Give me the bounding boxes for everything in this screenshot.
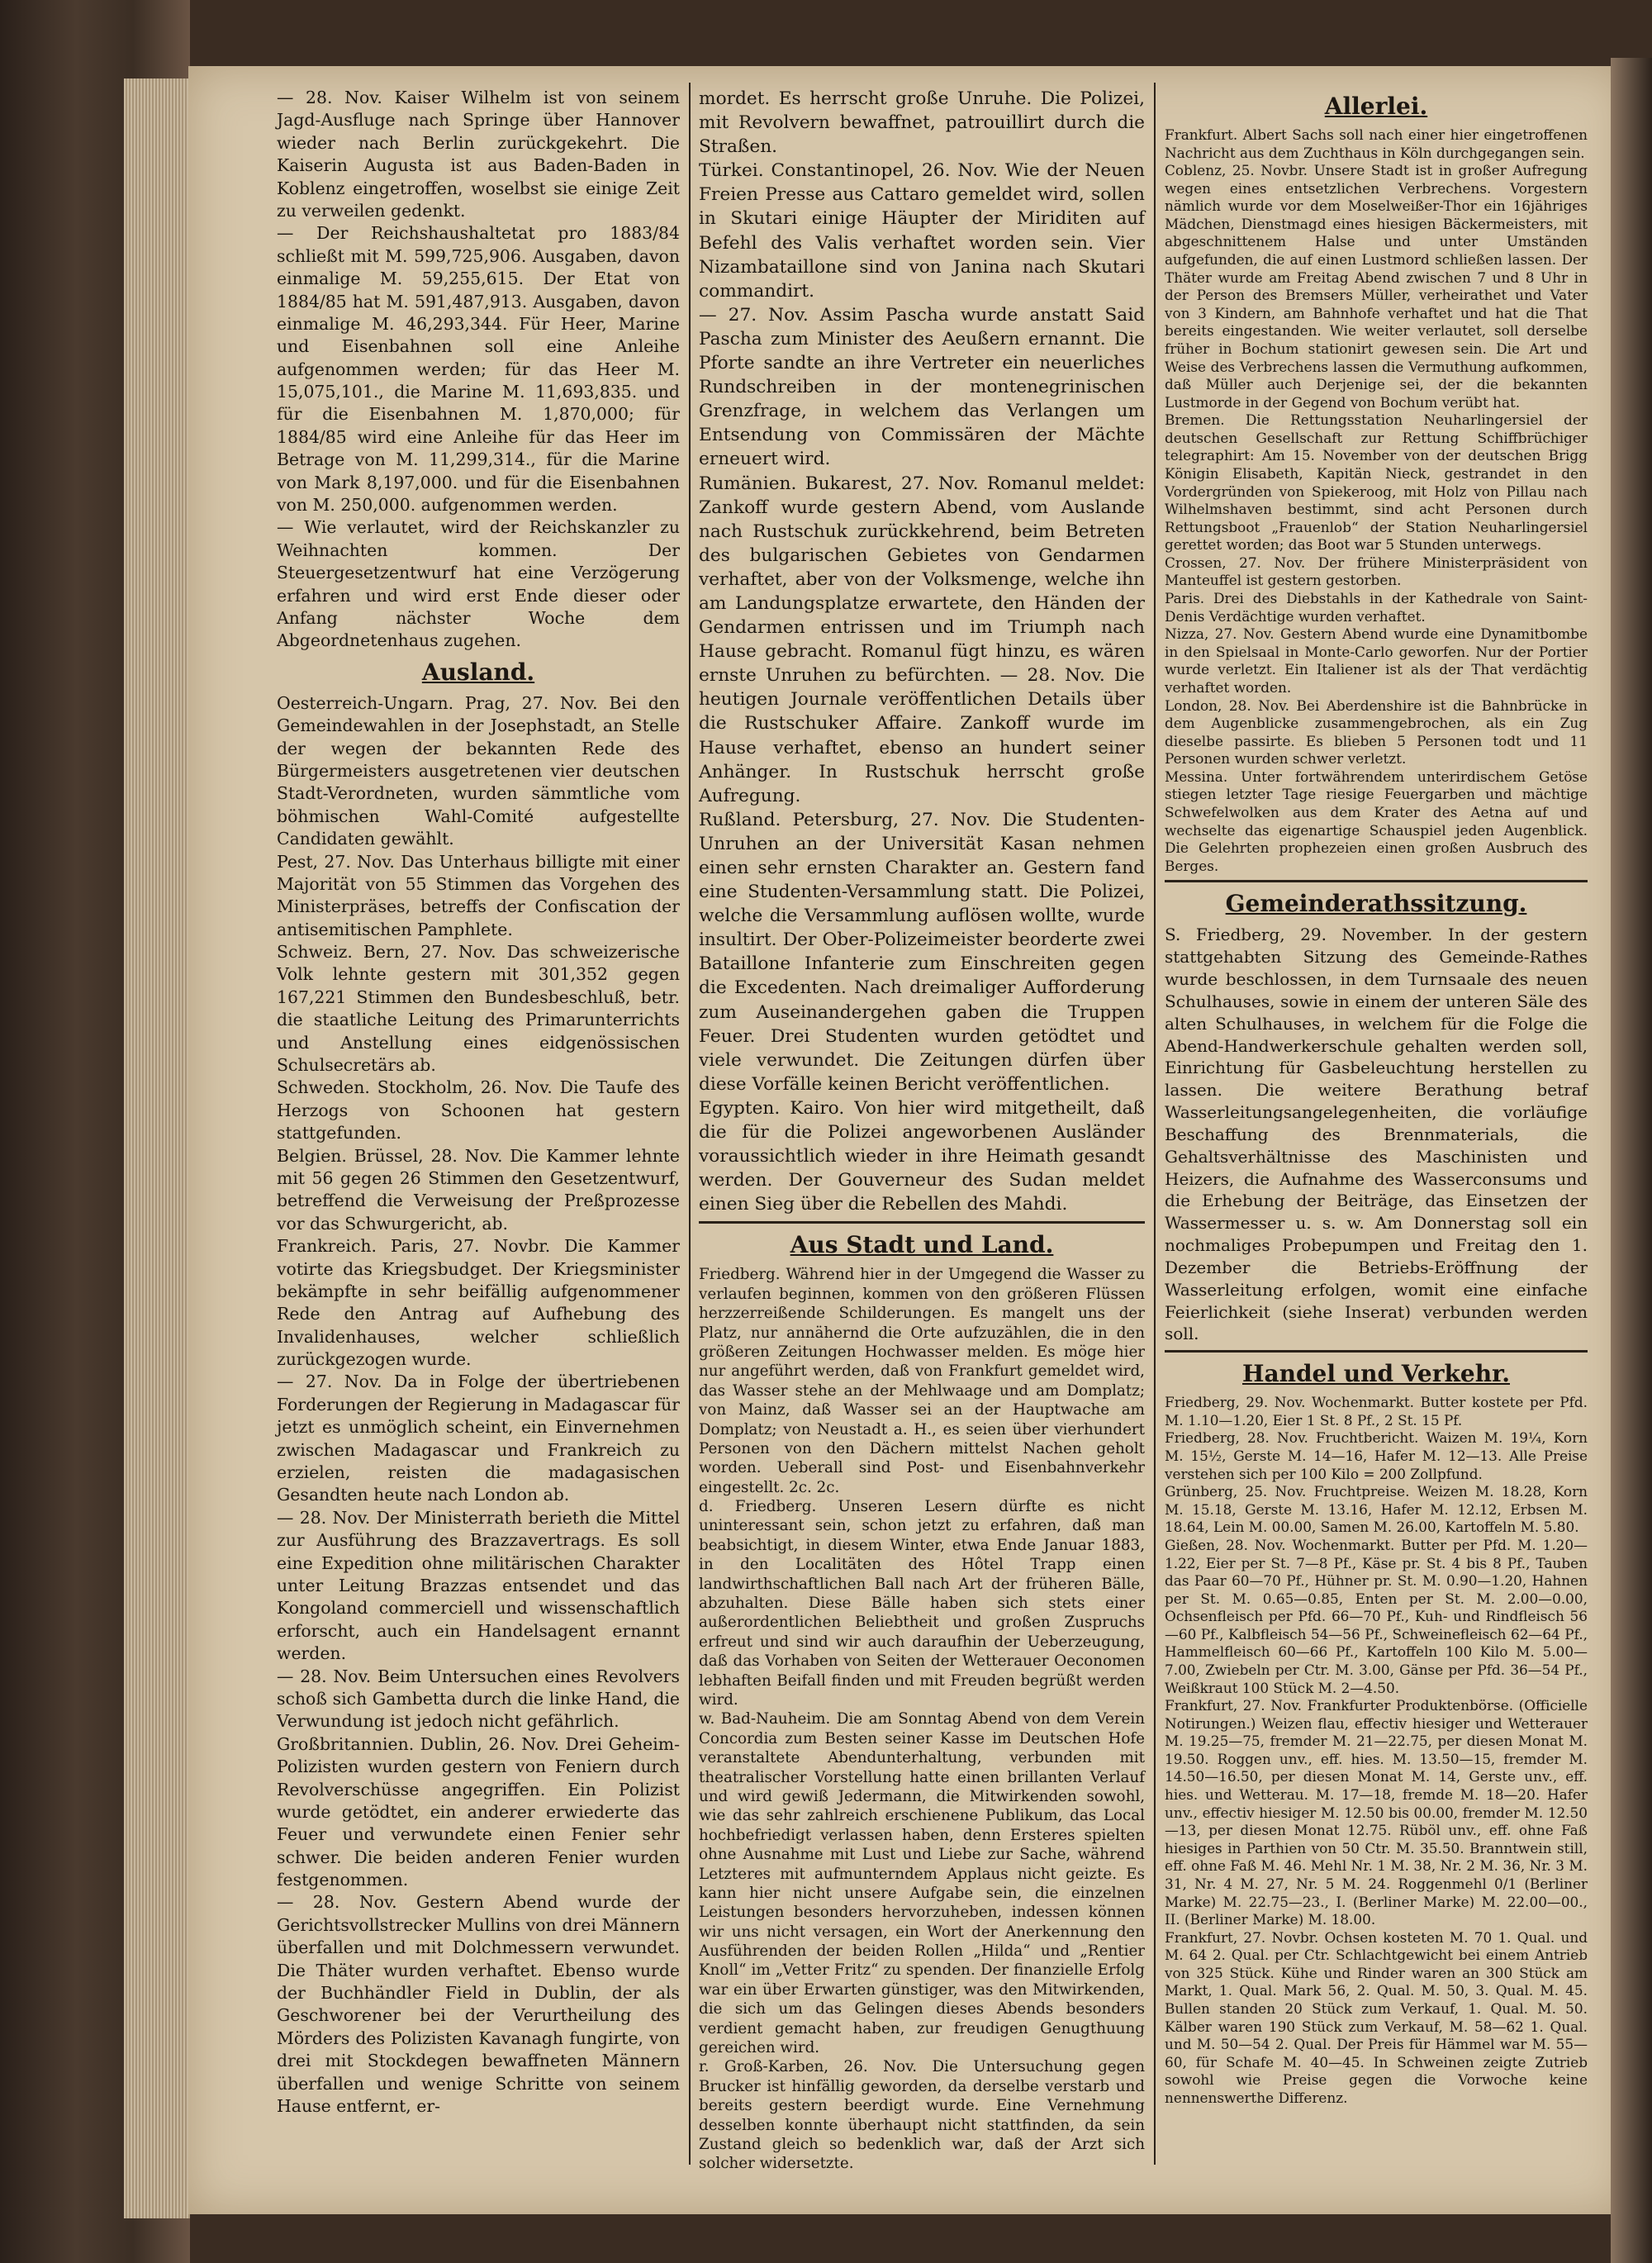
article-paragraph: mordet. Es herrscht große Unruhe. Die Polizei, mit Revolvern bewaffnet, patrouillirt durch die Straßen. [699, 88, 1145, 158]
article-paragraph: — Wie verlautet, wird der Reichskanzler zu Weihnachten kommen. Der Steuergesetzentwurf hat eine Verzögerung erfahren und wird erst Ende dieser oder Anfang nächster Woche dem Abgeordnetenhaus zugehen. [277, 517, 680, 651]
article-paragraph: Messina. Unter fortwährendem unterirdischem Getöse stiegen letzter Tage riesige Feuergarben und mächtige Schwefelwolken aus dem Krater des Aetna auf und wechselte das eigenartige Schauspiel jeden Augenblick. Die Gelehrten prophezeien einen großen Ausbruch des Berges. [1165, 768, 1588, 874]
article-paragraph: Nizza, 27. Nov. Gestern Abend wurde eine Dynamitbombe in den Spielsaal in Monte-Carlo geworfen. Nur der Portier wurde verletzt. Ein Italiener ist als der That verdächtig verhaftet worden. [1165, 625, 1588, 696]
article-paragraph: Schweiz. Bern, 27. Nov. Das schweizerische Volk lehnte gestern mit 301,352 gegen 167,221 Stimmen den Bundesbeschluß, betr. die staatliche Leitung des Primarunterrichts und Anstellung eines eidgenössischen Schulsecretärs ab. [277, 942, 680, 1076]
article-paragraph: S. Friedberg, 29. November. In der gestern stattgehabten Sitzung des Gemeinde-Rathes wurde beschlossen, in dem Turnsaale des neuen Schulhauses, sowie in einem der unteren Säle des alten Schulhauses, in welchem für die Folge die Abend-Handwerkerschule gehalten werden soll, Einrichtung für Gasbeleuchtung herstellen zu lassen. Die weitere Berathung betraf Wasserleitungsangelegenheiten, die vorläufige Beschaffung des Brennmaterials, die Gehaltsverhältnisse des Maschinisten und Heizers, die Aufnahme des Wasserconsums und die Erhebung der Beiträge, das Einsetzen der Wassermesser u. s. w. Am Donnerstag soll ein nochmaliges Probepumpen und Freitag den 1. Dezember die Betriebs-Eröffnung der Wasserleitung erfolgen, womit eine einfache Feierlichkeit (siehe Inserat) verbunden werden soll. [1165, 925, 1588, 1344]
section-heading-allerlei: Allerlei. [1324, 93, 1428, 120]
article-paragraph: Rußland. Petersburg, 27. Nov. Die Studenten-Unruhen an der Universität Kasan nehmen einen sehr ernsten Charakter an. Gestern fand eine Studenten-Versammlung statt. Die Polizei, welche die Versammlung auflösen wollte, wurde insultirt. Der Ober-Polizeimeister beorderte zwei Bataillone Infanterie zum Einschreiten gegen die Excedenten. Nach dreimaliger Aufforderung zum Auseinandergehen gaben die Truppen Feuer. Drei Studenten wurden getödtet und viele verwundet. Die Zeitungen dürfen über diese Vorfälle keinen Bericht veröffentlichen. [699, 809, 1145, 1095]
article-paragraph: Türkei. Constantinopel, 26. Nov. Wie der Neuen Freien Presse aus Cattaro gemeldet wird, sollen in Skutari einige Häupter der Miriditen auf Befehl des Valis verhaftet worden sein. Vier Nizambataillone sind von Janina nach Skutari commandirt. [699, 160, 1145, 302]
article-paragraph: r. Groß-Karben, 26. Nov. Die Untersuchung gegen Brucker ist hinfällig geworden, da derselbe verstarb und bereits gestern beerdigt wurde. Eine Vernehmung desselben konnte überhaupt nicht stattfinden, da sein Zustand gleich so bedenklich war, daß der Arzt sich solcher widersetzte. [699, 2058, 1145, 2173]
article-paragraph: Großbritannien. Dublin, 26. Nov. Drei Geheim-Polizisten wurden gestern von Feniern durch Revolverschüsse angegriffen. Ein Polizist wurde getödtet, ein anderer erwiederte das Feuer und verwundete einen Fenier sehr schwer. Die beiden anderen Fenier wurden festgenommen. [277, 1733, 680, 1890]
section-heading-gemeinderathssitzung: Gemeinderathssitzung. [1225, 890, 1527, 918]
article-paragraph: — 28. Nov. Gestern Abend wurde der Gerichtsvollstrecker Mullins von drei Männern überfallen und mit Dolchmessern verwundet. Die Thäter wurden verhaftet. Ebenso wurde der Buchhändler Field in Dublin, der als Geschworener bei der Verurtheilung des Mörders des Polizisten Kavanagh fungirte, von drei mit Stockdegen bewaffneten Männern überfallen und wenige Schritte von seinem Hause entfernt, er- [277, 1892, 680, 2116]
market-report: Gießen, 28. Nov. Wochenmarkt. Butter per Pfd. M. 1.20—1.22, Eier per St. 7—8 Pf., Käse pr. St. 4 bis 8 Pf., Tauben das Paar 60—70 Pf., Hühner pr. St. M. 0.90—1.20, Hahnen per St. M. 0.65—0.85, Enten per St. M. 2.00—0.00, Ochsenfleisch per Pfd. 66—70 Pf., Kuh- und Rindfleisch 56—60 Pf., Kalbfleisch 54—56 Pf., Schweinefleisch 62—64 Pf., Hammelfleisch 60—66 Pf., Kartoffeln 100 Kilo M. 5.00—7.00, Zwiebeln per Ctr. M. 3.00, Gänse per Pfd. 36—54 Pf., Weißkraut 100 Stück M. 2—4.50. [1165, 1536, 1588, 1696]
section-divider [1165, 1350, 1588, 1353]
section-heading-handel-und-verkehr: Handel und Verkehr. [1242, 1360, 1510, 1388]
section-heading-ausland: Ausland. [421, 658, 535, 686]
article-paragraph: Coblenz, 25. Novbr. Unsere Stadt ist in großer Aufregung wegen eines entsetzlichen Verbrechens. Vorgestern nämlich wurde vor dem Moselweißer-Thor ein 16jähriges Mädchen, Dienstmagd eines hiesigen Bäckermeisters, mit abgeschnittenem Halse und unter Umständen aufgefunden, die auf einen Lustmord schließen lassen. Der Thäter wurde am Freitag Abend zwischen 7 und 8 Uhr in der Person des Bremsers Müller, verheirathet und Vater von 3 Kindern, am Bahnhofe verhaftet und hat die That bereits eingestanden. Wie weiter verlautet, soll derselbe früher in Bochum stationirt gewesen sein. Die Art und Weise des Verbrechens lassen die Vermuthung aufkommen, daß Müller auch Derjenige sei, der die bekannten Lustmorde in der Gegend von Bochum verübt hat. [1165, 162, 1588, 411]
article-paragraph: Crossen, 27. Nov. Der frühere Ministerpräsident von Manteuffel ist gestern gestorben. [1165, 554, 1588, 589]
article-paragraph: Paris. Drei des Diebstahls in der Kathedrale von Saint-Denis Verdächtige wurden verhaftet. [1165, 590, 1588, 625]
article-paragraph: — 27. Nov. Da in Folge der übertriebenen Forderungen der Regierung in Madagascar für jetzt es unmöglich scheint, ein Einvernehmen zwischen Madagascar und Frankreich zu erzielen, reisten die madagasischen Gesandten heute nach London ab. [277, 1372, 680, 1505]
article-paragraph: Bremen. Die Rettungsstation Neuharlingersiel der deutschen Gesellschaft zur Rettung Schiffbrüchiger telegraphirt: Am 15. November von der deutschen Brigg Königin Elisabeth, Kapitän Nieck, gestrandet in den Vordergründen von Spiekeroog, mit Holz von Pillau nach Wilhelmshaven bestimmt, sind acht Personen durch Rettungsboot „Frauenlob“ der Station Neuharlingersiel gerettet worden; das Boot war 5 Stunden unterwegs. [1165, 411, 1588, 554]
column-3 [1165, 87, 1588, 2107]
article-paragraph: London, 28. Nov. Bei Aberdenshire ist die Bahnbrücke in dem Augenblicke zusammengebrochen, als ein Zug dieselbe passirte. Es blieben 5 Personen todt und 11 Personen wurden schwer verletzt. [1165, 696, 1588, 768]
article-paragraph: — 27. Nov. Assim Pascha wurde anstatt Said Pascha zum Minister des Aeußern ernannt. Die Pforte sandte an ihre Vertreter ein neuerliches Rundschreiben in der montenegrinischen Grenzfrage, in welchem das Verlangen um Entsendung von Commissären der Mächte erneuert wird. [699, 304, 1145, 470]
article-paragraph: — 28. Nov. Beim Untersuchen eines Revolvers schoß sich Gambetta durch die linke Hand, die Verwundung ist jedoch nicht gefährlich. [277, 1666, 680, 1732]
article-paragraph: Schweden. Stockholm, 26. Nov. Die Taufe des Herzogs von Schoonen hat gestern stattgefunden. [277, 1077, 680, 1143]
market-report: Friedberg, 29. Nov. Wochenmarkt. Butter kostete per Pfd. M. 1.10—1.20, Eier 1 St. 8 Pf., 2 St. 15 Pf. [1165, 1394, 1588, 1429]
adjacent-page-edge [1611, 58, 1652, 2263]
article-paragraph: Frankfurt. Albert Sachs soll nach einer hier eingetroffenen Nachricht aus dem Zuchthaus in Köln durchgegangen sein. [1165, 126, 1588, 161]
article-paragraph: Oesterreich-Ungarn. Prag, 27. Nov. Bei den Gemeindewahlen in der Josephstadt, an Stelle der wegen der bekannten Rede des Bürgermeisters ausgetretenen vier deutschen Stadt-Verordneten, wurden sämmtliche vom böhmischen Wahl-Comité aufgestellte Candidaten gewählt. [277, 692, 680, 849]
article-paragraph: — Der Reichshaushaltetat pro 1883/84 schließt mit M. 599,725,906. Ausgaben, davon einmalige M. 59,255,615. Der Etat von 1884/85 hat M. 591,487,913. Ausgaben, davon einmalige M. 46,293,344. Für Heer, Marine und Eisenbahnen soll eine Anleihe aufgenommen werden; für das Heer M. 15,075,101., die Marine M. 11,693,835. und für die Eisenbahnen M. 1,870,000; für 1884/85 wird eine Anleihe für das Heer im Betrage von M. 11,299,314., für die Marine von Mark 8,197,000. und für die Eisenbahnen von M. 250,000. aufgenommen werden. [277, 223, 680, 516]
market-report: Friedberg, 28. Nov. Fruchtbericht. Waizen M. 19¼, Korn M. 15½, Gerste M. 14—16, Hafer M. 12—13. Alle Preise verstehen sich per 100 Kilo = 200 Zollpfund. [1165, 1429, 1588, 1482]
section-divider [699, 1221, 1145, 1224]
section-heading-stadt-und-land: Aus Stadt und Land. [790, 1231, 1054, 1259]
article-paragraph: d. Friedberg. Unseren Lesern dürfte es nicht uninteressant sein, schon jetzt zu erfahren, daß man beabsichtigt, in diesem Winter, etwa Ende Januar 1883, in den Localitäten des Hôtel Trapp einen landwirthschaftlichen Ball nach Art der früheren Bälle, abzuhalten. Diese Bälle haben sich stets einer außerordentlichen Beliebtheit und großen Zuspruchs erfreut und sind wir auch daraufhin der Ueberzeugung, daß das Vorhaben von Seiten der Wetterauer Oeconomen lebhaften Beifall finden und mit Freuden begrüßt werden wird. [699, 1498, 1145, 1709]
column-2 [699, 87, 1145, 2174]
column-rule-2 [1154, 83, 1156, 2165]
market-report: Frankfurt, 27. Novbr. Ochsen kosteten M. 70 1. Qual. und M. 64 2. Qual. per Ctr. Schlachtgewicht bei einem Antrieb von 325 Stück. Kühe und Rinder waren an 300 Stück am Markt, 1. Qual. Mark 56, 2. Qual. M. 50, 3. Qual. M. 45. Bullen standen 20 Stück zum Verkauf, 1. Qual. M. 50. Kälber waren 190 Stück zum Verkauf, M. 58—62 1. Qual. und M. 50—54 2. Qual. Der Preis für Hämmel war M. 55—60, für Schafe M. 40—45. In Schweinen zeigte Zutrieb sowohl wie Preise gegen die Vorwoche keine nennenswerthe Differenz. [1165, 1928, 1588, 2106]
article-paragraph: Frankreich. Paris, 27. Novbr. Die Kammer votirte das Kriegsbudget. Der Kriegsminister bekämpfte in sehr beifällig aufgenommener Rede den Antrag auf Aufhebung des Invalidenhauses, welcher schließlich zurückgezogen wurde. [277, 1236, 680, 1370]
column-rule-1 [689, 83, 691, 2165]
article-paragraph: Egypten. Kairo. Von hier wird mitgetheilt, daß die für die Polizei angeworbenen Ausländer voraussichtlich wieder in ihre Heimath gesandt werden. Der Gouverneur des Sudan meldet einen Sieg über die Rebellen des Mahdi. [699, 1097, 1145, 1215]
article-paragraph: w. Bad-Nauheim. Die am Sonntag Abend von dem Verein Concordia zum Besten seiner Kasse im Deutschen Hofe veranstaltete Abendunterhaltung, verbunden mit theatralischer Vorstellung hatte einen brillanten Verlauf und wird gewiß Jedermann, die Mitwirkenden sowohl, wie das sehr zahlreich erschienene Publikum, das Local hochbefriedigt verlassen haben, denn Ersteres spielten ohne Ausnahme mit Lust und Liebe zur Sache, während Letzteres mit aufmunterndem Applaus nicht geizte. Es kann hier nicht unsere Aufgabe sein, die einzelnen Leistungen besonders hervorzuheben, indessen können wir uns nicht versagen, ein Wort der Anerkennung den Ausführenden der beiden Rollen „Hilda“ und „Rentier Knoll“ im „Vetter Fritz“ zu spenden. Der finanzielle Erfolg war ein über Erwarten günstiger, was den Mitwirkenden, die sich um das Gelingen dieses Abends besonders verdient gemacht haben, zur freudigen Genugthuung gereichen wird. [699, 1710, 1145, 2057]
section-divider [1165, 880, 1588, 882]
article-paragraph: Pest, 27. Nov. Das Unterhaus billigte mit einer Majorität von 55 Stimmen das Vorgehen des Ministerpräses, betreffs der Confiscation der antisemitischen Pamphlete. [277, 851, 680, 939]
column-1 [277, 87, 680, 2118]
article-paragraph: — 28. Nov. Kaiser Wilhelm ist von seinem Jagd-Ausfluge nach Springe über Hannover wieder nach Berlin zurückgekehrt. Die Kaiserin Augusta ist aus Baden-Baden in Koblenz eingetroffen, woselbst sie einige Zeit zu verweilen gedenkt. [277, 88, 680, 221]
article-paragraph: Friedberg. Während hier in der Umgegend die Wasser zu verlaufen beginnen, kommen von den größeren Flüssen herzzerreißende Schilderungen. Es mangelt uns der Platz, nur annähernd die Orte aufzuzählen, die in den größeren Zeitungen Hochwasser melden. Es möge hier nur angeführt werden, daß von Frankfurt gemeldet wird, das Wasser stehe an der Mehlwaage und am Domplatz; von Mainz, daß Wasser sei an der Hauptwache am Domplatz; von Neustadt a. H., es seien über vierhundert Personen von den Dächern mittelst Nachen geholt worden. Ueberall sind Post- und Eisenbahnverkehr eingestellt. 2c. 2c. [699, 1266, 1145, 1496]
article-paragraph: — 28. Nov. Der Ministerrath berieth die Mittel zur Ausführung des Brazzavertrags. Es soll eine Expedition ohne militärischen Charakter unter Leitung Brazzas entsendet und das Kongoland commerciell und wissenschaftlich erforscht, auch ein Handelsagent ernannt werden. [277, 1507, 680, 1664]
article-paragraph: Rumänien. Bukarest, 27. Nov. Romanul meldet: Zankoff wurde gestern Abend, vom Auslande nach Rustschuk zurückkehrend, beim Betreten des bulgarischen Gebietes von Gendarmen verhaftet, aber von der Volksmenge, welche ihn am Landungsplatze erwartete, den Händen der Gendarmen entrissen und im Triumph nach Hause gebracht. Romanul fügt hinzu, es wären ernste Unruhen zu befürchten. — 28. Nov. Die heutigen Journale veröffentlichen Details über die Rustschuker Affaire. Zankoff wurde im Hause verhaftet, ebenso an hundert seiner Anhänger. In Rustschuk herrscht große Aufregung. [699, 473, 1145, 806]
article-paragraph: Belgien. Brüssel, 28. Nov. Die Kammer lehnte mit 56 gegen 26 Stimmen den Gesetzentwurf, betreffend die Verweisung der Preßprozesse vor das Schwurgericht, ab. [277, 1145, 680, 1234]
market-report: Grünberg, 25. Nov. Fruchtpreise. Weizen M. 18.28, Korn M. 15.18, Gerste M. 13.16, Hafer M. 12.12, Erbsen M. 18.64, Lein M. 00.00, Samen M. 26.00, Kartoffeln M. 5.80. [1165, 1483, 1588, 1536]
page-edges [124, 78, 190, 2218]
market-report: Frankfurt, 27. Nov. Frankfurter Produktenbörse. (Officielle Notirungen.) Weizen flau, effectiv hiesiger und Wetterauer M. 19.25—75, fremder M. 21—22.75, per diesen Monat M. 19.50. Roggen unv., eff. hies. M. 13.50—15, fremder M. 14.50—16.50, per diesen Monat M. 14, Gerste unv., eff. hies. und Wetterau. M. 17—18, fremde M. 18—20. Hafer unv., effectiv hiesiger M. 12.50 bis 00.00, fremder M. 12.50—13, per diesen Monat 12.75. Rüböl unv., eff. ohne Faß hiesiges in Parthien von 50 Ctr. M. 35.50. Branntwein still, eff. ohne Faß M. 46. Mehl Nr. 1 M. 38, Nr. 2 M. 36, Nr. 3 M. 31, Nr. 4 M. 27, Nr. 5 M. 24. Roggenmehl 0/1 (Berliner Marke) M. 22.75—23., I. (Berliner Marke) M. 22.00—00., II. (Berliner Marke) M. 18.00. [1165, 1697, 1588, 1928]
